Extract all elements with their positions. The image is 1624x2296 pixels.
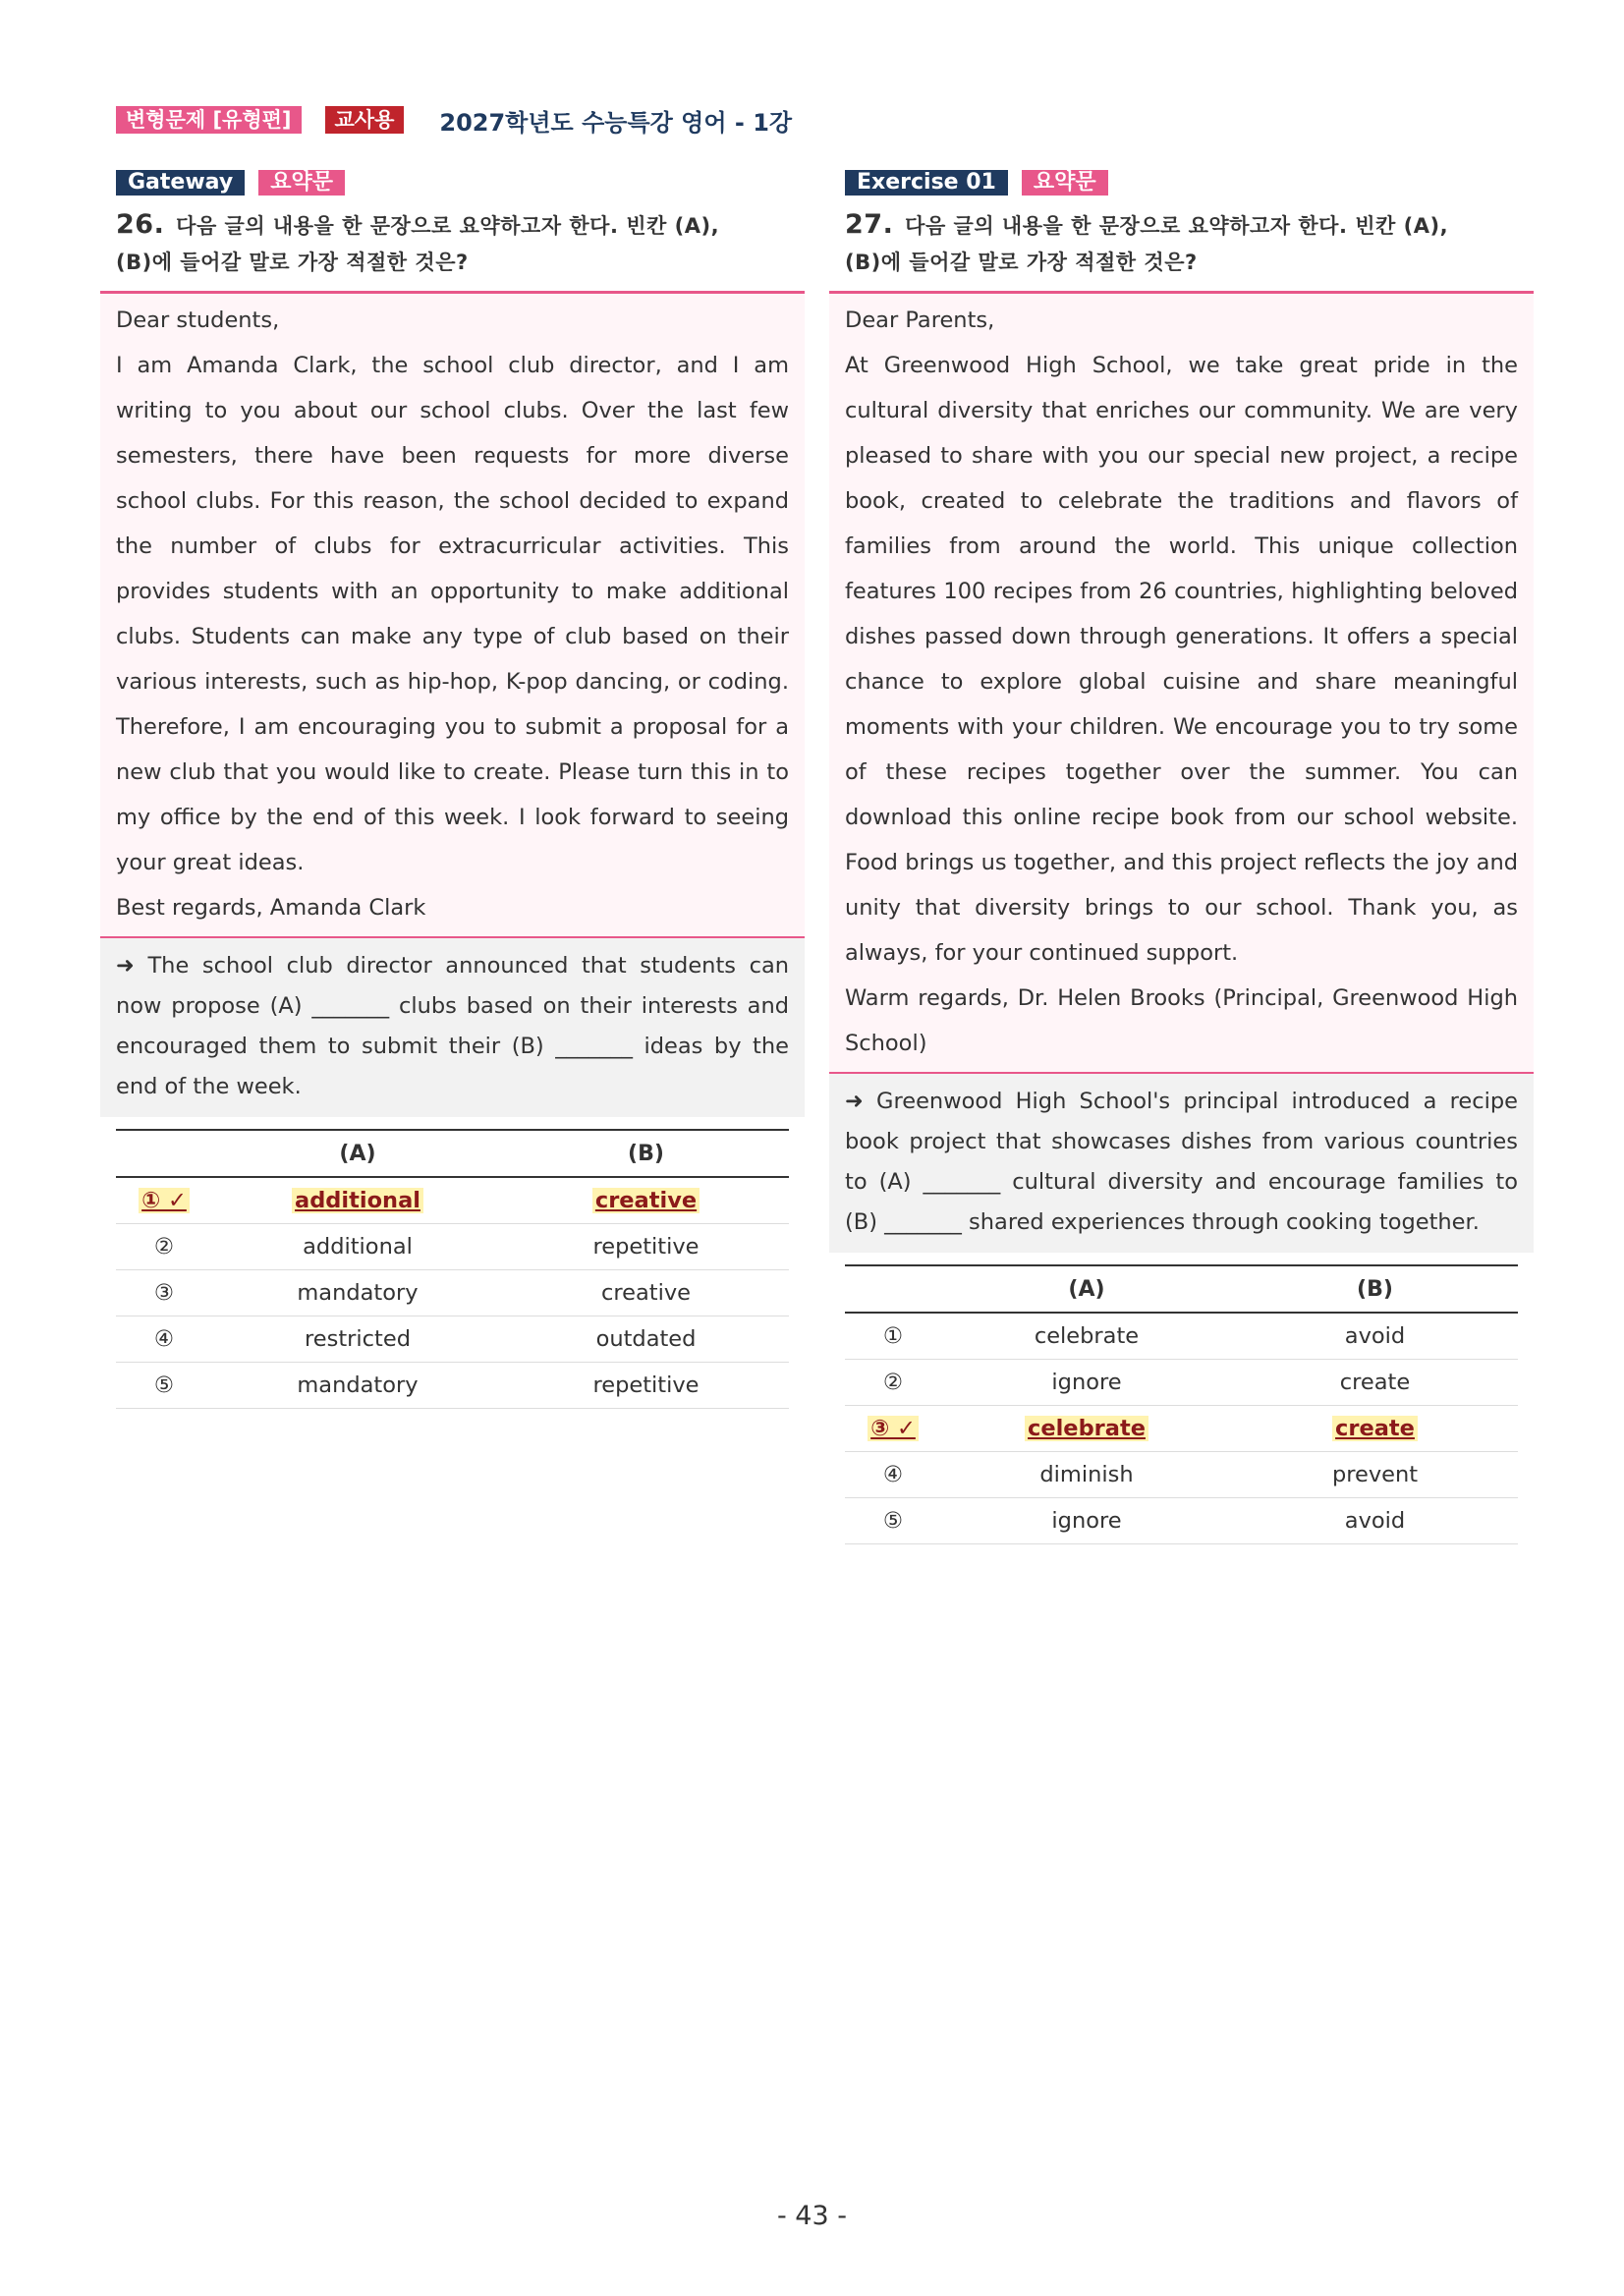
choice-number: ④ [845, 1452, 941, 1498]
choice-number: ④ [116, 1316, 212, 1363]
passage-box [829, 291, 1534, 1074]
page-number: - 43 - [776, 2201, 847, 2231]
passage-box [100, 291, 805, 938]
tag-row [845, 169, 1534, 196]
question-number: 27. [845, 209, 894, 240]
teacher-badge: 교사용 [325, 106, 405, 134]
passage-closing: Warm regards, Dr. Helen Brooks (Principal, Greenwood High School) [845, 985, 1518, 1056]
answer-choices-table [116, 1129, 789, 1409]
question-27-column [829, 169, 1534, 1544]
question-number: 26. [116, 209, 165, 240]
passage-closing: Best regards, Amanda Clark [116, 895, 426, 921]
choice-b: creative [503, 1270, 789, 1316]
choice-number: ② [845, 1360, 941, 1406]
question-title [845, 206, 1534, 281]
page-title: 2027학년도 수능특강 영어 - 1강 [439, 108, 793, 137]
choice-row[interactable] [845, 1498, 1518, 1544]
question-text-line1: 다음 글의 내용을 한 문장으로 요약하고자 한다. 빈칸 (A), [176, 214, 720, 238]
choice-a: additional [212, 1177, 503, 1224]
choice-number: ⑤ [845, 1498, 941, 1544]
choice-a: ignore [941, 1498, 1232, 1544]
choice-a: additional [212, 1224, 503, 1270]
question-title [116, 206, 805, 281]
choice-b: avoid [1232, 1313, 1518, 1360]
choice-b: prevent [1232, 1452, 1518, 1498]
choice-number: ③ ✓ [845, 1406, 941, 1452]
choice-row[interactable] [116, 1224, 789, 1270]
choice-a: ignore [941, 1360, 1232, 1406]
question-26-column [100, 169, 805, 1409]
table-header-a: (A) [212, 1130, 503, 1177]
summary-tag: 요약문 [258, 170, 345, 196]
choice-row[interactable] [845, 1360, 1518, 1406]
choice-b: create [1232, 1406, 1518, 1452]
choice-b: repetitive [503, 1224, 789, 1270]
question-text-line2: (B)에 들어갈 말로 가장 적절한 것은? [116, 251, 469, 274]
passage-body: I am Amanda Clark, the school club director, and I am writing to you about our school clubs. Over the last few semesters, there have been requests for more diverse school clubs. For this reason, the school decided to expand the number of clubs for extracurricular activities. This provides students with an opportunity to make additional clubs. Students can make any type of club based on their various interests, such as hip-hop, K-pop dancing, or coding. Therefore, I am encouraging you to submit a proposal for a new club that you would like to create. Please turn this in to my office by the end of this week. I look forward to seeing your great ideas. [116, 353, 789, 875]
passage-greeting: Dear students, [116, 308, 280, 333]
choice-b: creative [503, 1177, 789, 1224]
choice-a: mandatory [212, 1363, 503, 1409]
choice-number: ① [845, 1313, 941, 1360]
choice-row[interactable] [116, 1363, 789, 1409]
passage-greeting: Dear Parents, [845, 308, 995, 333]
tag-row [116, 169, 805, 196]
table-header-b: (B) [1232, 1265, 1518, 1313]
exercise-tag: Exercise 01 [845, 170, 1008, 196]
summary-sentence: ➜ The school club director announced that students can now propose (A) _______ clubs based on their interests and encouraged them to submit their (B) _______ ideas by the end of the week. [100, 938, 805, 1117]
summary-sentence: ➜ Greenwood High School's principal introduced a recipe book project that showcases dishes from various countries to (A) _______ cultural diversity and encourage families to (B) _______ shared experiences through cooking together. [829, 1074, 1534, 1253]
choice-a: diminish [941, 1452, 1232, 1498]
choice-b: repetitive [503, 1363, 789, 1409]
choice-row[interactable] [845, 1406, 1518, 1452]
choice-row[interactable] [116, 1177, 789, 1224]
choice-a: restricted [212, 1316, 503, 1363]
choice-number: ⑤ [116, 1363, 212, 1409]
passage-body: At Greenwood High School, we take great pride in the cultural diversity that enriches our community. We are very pleased to share with you our special new project, a recipe book, created to celebrate the traditions and flavors of families from around the world. This unique collection features 100 recipes from 26 countries, highlighting beloved dishes passed down through generations. It offers a special chance to explore global cuisine and share meaningful moments with your children. We encourage you to try some of these recipes together over the summer. You can download this online recipe book from our school website. Food brings us together, and this project reflects the joy and unity that diversity brings to our school. Thank you, as always, for your continued support. [845, 353, 1518, 966]
choice-b: create [1232, 1360, 1518, 1406]
table-header-a: (A) [941, 1265, 1232, 1313]
gateway-tag: Gateway [116, 170, 245, 196]
answer-choices-table [845, 1264, 1518, 1544]
choice-row[interactable] [116, 1316, 789, 1363]
choice-row[interactable] [116, 1270, 789, 1316]
table-header-row [845, 1265, 1518, 1313]
choice-row[interactable] [845, 1313, 1518, 1360]
choice-b: outdated [503, 1316, 789, 1363]
table-header-row [116, 1130, 789, 1177]
choice-number: ② [116, 1224, 212, 1270]
choice-number: ③ [116, 1270, 212, 1316]
choice-b: avoid [1232, 1498, 1518, 1544]
choice-a: celebrate [941, 1406, 1232, 1452]
choice-number: ① ✓ [116, 1177, 212, 1224]
table-header-b: (B) [503, 1130, 789, 1177]
question-text-line2: (B)에 들어갈 말로 가장 적절한 것은? [845, 251, 1198, 274]
table-header-num [845, 1265, 941, 1313]
question-text-line1: 다음 글의 내용을 한 문장으로 요약하고자 한다. 빈칸 (A), [905, 214, 1449, 238]
page-header [116, 102, 792, 138]
choice-a: celebrate [941, 1313, 1232, 1360]
summary-tag: 요약문 [1022, 170, 1108, 196]
choice-a: mandatory [212, 1270, 503, 1316]
choice-row[interactable] [845, 1452, 1518, 1498]
type-badge: 변형문제 [유형편] [116, 106, 302, 134]
table-header-num [116, 1130, 212, 1177]
